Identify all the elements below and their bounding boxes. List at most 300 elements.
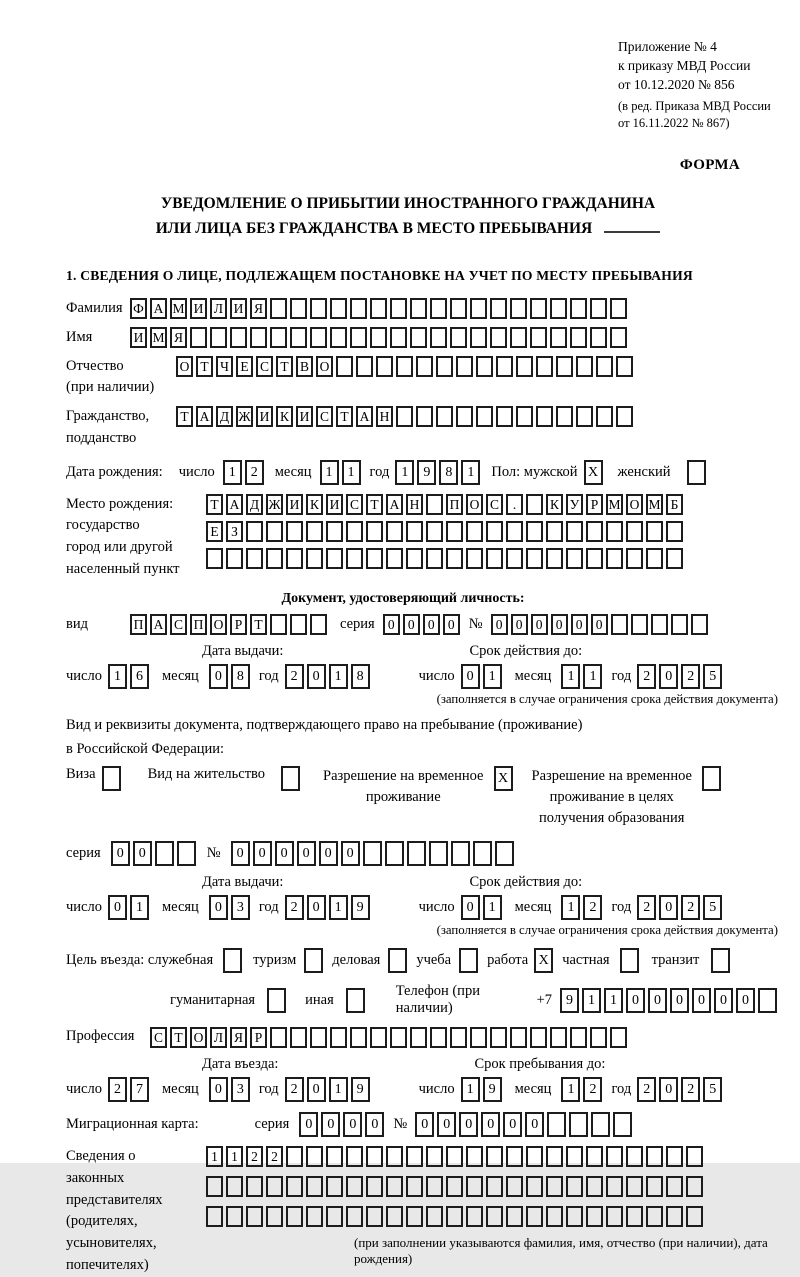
surname-input[interactable]	[130, 298, 630, 319]
purpose-business-checkbox[interactable]	[388, 948, 410, 973]
char-cell[interactable]	[526, 521, 543, 542]
char-cell[interactable]	[270, 327, 287, 348]
char-cell[interactable]: 5	[703, 1077, 722, 1102]
char-cell[interactable]: .	[506, 494, 523, 515]
char-cell[interactable]	[326, 1146, 343, 1167]
char-cell[interactable]: Ж	[236, 406, 253, 427]
char-cell[interactable]	[758, 988, 777, 1013]
char-cell[interactable]	[590, 327, 607, 348]
char-cell[interactable]	[326, 548, 343, 569]
char-cell[interactable]	[671, 614, 688, 635]
char-cell[interactable]: 1	[461, 460, 480, 485]
char-cell[interactable]: 0	[415, 1112, 434, 1137]
id-issue-month-input[interactable]	[209, 664, 253, 689]
char-cell[interactable]	[610, 1027, 627, 1048]
char-cell[interactable]: 1	[395, 460, 414, 485]
char-cell[interactable]	[610, 327, 627, 348]
char-cell[interactable]	[390, 298, 407, 319]
char-cell[interactable]	[606, 1176, 623, 1197]
phone-input[interactable]	[560, 988, 780, 1013]
char-cell[interactable]	[566, 521, 583, 542]
char-cell[interactable]	[430, 298, 447, 319]
legal-reps-input-row3[interactable]	[206, 1206, 706, 1227]
char-cell[interactable]	[686, 1146, 703, 1167]
char-cell[interactable]	[350, 327, 367, 348]
res-series-input[interactable]	[111, 841, 199, 866]
char-cell[interactable]	[526, 1146, 543, 1167]
char-cell[interactable]	[536, 406, 553, 427]
char-cell[interactable]	[416, 406, 433, 427]
char-cell[interactable]: К	[306, 494, 323, 515]
char-cell[interactable]	[486, 521, 503, 542]
char-cell[interactable]	[386, 1176, 403, 1197]
char-cell[interactable]	[550, 298, 567, 319]
char-cell[interactable]: О	[626, 494, 643, 515]
char-cell[interactable]	[281, 766, 300, 791]
char-cell[interactable]	[246, 1176, 263, 1197]
char-cell[interactable]	[246, 1206, 263, 1227]
char-cell[interactable]	[407, 841, 426, 866]
char-cell[interactable]	[510, 1027, 527, 1048]
char-cell[interactable]	[306, 1176, 323, 1197]
char-cell[interactable]	[476, 406, 493, 427]
char-cell[interactable]	[687, 460, 706, 485]
char-cell[interactable]: 1	[329, 895, 348, 920]
char-cell[interactable]	[536, 356, 553, 377]
char-cell[interactable]: 2	[246, 1146, 263, 1167]
mc-number-input[interactable]	[415, 1112, 635, 1137]
char-cell[interactable]	[406, 1176, 423, 1197]
char-cell[interactable]	[616, 406, 633, 427]
char-cell[interactable]: 1	[583, 664, 602, 689]
char-cell[interactable]	[270, 614, 287, 635]
char-cell[interactable]: 1	[561, 1077, 580, 1102]
char-cell[interactable]	[666, 1206, 683, 1227]
char-cell[interactable]: 0	[343, 1112, 362, 1137]
char-cell[interactable]: 0	[491, 614, 508, 635]
char-cell[interactable]	[616, 356, 633, 377]
birth-place-input-row3[interactable]	[206, 548, 686, 569]
char-cell[interactable]: 1	[226, 1146, 243, 1167]
char-cell[interactable]	[426, 521, 443, 542]
char-cell[interactable]: 0	[111, 841, 130, 866]
char-cell[interactable]	[526, 1206, 543, 1227]
char-cell[interactable]: 8	[439, 460, 458, 485]
char-cell[interactable]	[486, 548, 503, 569]
char-cell[interactable]: 1	[582, 988, 601, 1013]
birth-place-input-row1[interactable]	[206, 494, 686, 515]
char-cell[interactable]	[486, 1146, 503, 1167]
char-cell[interactable]	[429, 841, 448, 866]
char-cell[interactable]	[388, 948, 407, 973]
char-cell[interactable]	[326, 1206, 343, 1227]
char-cell[interactable]: Т	[176, 406, 193, 427]
char-cell[interactable]: М	[646, 494, 663, 515]
char-cell[interactable]: С	[256, 356, 273, 377]
char-cell[interactable]: С	[346, 494, 363, 515]
char-cell[interactable]	[346, 521, 363, 542]
res-number-input[interactable]	[231, 841, 517, 866]
temp-residence-checkbox[interactable]	[494, 766, 516, 791]
char-cell[interactable]: 1	[130, 895, 149, 920]
char-cell[interactable]	[666, 1146, 683, 1167]
char-cell[interactable]	[470, 1027, 487, 1048]
char-cell[interactable]: 2	[583, 895, 602, 920]
char-cell[interactable]: И	[256, 406, 273, 427]
char-cell[interactable]: 0	[209, 895, 228, 920]
char-cell[interactable]: Р	[586, 494, 603, 515]
char-cell[interactable]: 0	[659, 895, 678, 920]
char-cell[interactable]: 8	[351, 664, 370, 689]
char-cell[interactable]: 1	[342, 460, 361, 485]
sex-female-checkbox[interactable]	[687, 460, 709, 485]
char-cell[interactable]	[570, 1027, 587, 1048]
char-cell[interactable]	[306, 1206, 323, 1227]
doc-kind-input[interactable]	[130, 614, 330, 635]
char-cell[interactable]	[266, 1176, 283, 1197]
char-cell[interactable]	[450, 1027, 467, 1048]
char-cell[interactable]	[611, 614, 628, 635]
char-cell[interactable]	[426, 548, 443, 569]
char-cell[interactable]	[155, 841, 174, 866]
char-cell[interactable]: В	[296, 356, 313, 377]
char-cell[interactable]: У	[566, 494, 583, 515]
char-cell[interactable]	[396, 406, 413, 427]
char-cell[interactable]	[396, 356, 413, 377]
char-cell[interactable]	[446, 521, 463, 542]
char-cell[interactable]	[566, 1206, 583, 1227]
char-cell[interactable]: М	[150, 327, 167, 348]
char-cell[interactable]	[586, 548, 603, 569]
char-cell[interactable]	[631, 614, 648, 635]
char-cell[interactable]: 7	[130, 1077, 149, 1102]
char-cell[interactable]	[626, 1146, 643, 1167]
char-cell[interactable]	[386, 1206, 403, 1227]
char-cell[interactable]	[336, 356, 353, 377]
char-cell[interactable]: 5	[703, 895, 722, 920]
char-cell[interactable]: 2	[266, 1146, 283, 1167]
char-cell[interactable]: О	[210, 614, 227, 635]
char-cell[interactable]: 9	[351, 1077, 370, 1102]
char-cell[interactable]	[646, 548, 663, 569]
char-cell[interactable]	[330, 327, 347, 348]
stay-day-input[interactable]	[461, 1077, 505, 1102]
purpose-official-checkbox[interactable]	[223, 948, 245, 973]
patronymic-input[interactable]	[176, 356, 636, 377]
char-cell[interactable]	[646, 1146, 663, 1167]
char-cell[interactable]	[470, 327, 487, 348]
char-cell[interactable]	[306, 1146, 323, 1167]
char-cell[interactable]	[686, 1206, 703, 1227]
char-cell[interactable]: О	[466, 494, 483, 515]
char-cell[interactable]: К	[276, 406, 293, 427]
char-cell[interactable]	[370, 1027, 387, 1048]
res-valid-year-input[interactable]	[637, 895, 725, 920]
char-cell[interactable]	[591, 1112, 610, 1137]
id-valid-month-input[interactable]	[561, 664, 605, 689]
char-cell[interactable]: 2	[681, 664, 700, 689]
char-cell[interactable]	[330, 1027, 347, 1048]
char-cell[interactable]: 0	[321, 1112, 340, 1137]
char-cell[interactable]	[526, 548, 543, 569]
char-cell[interactable]: Д	[246, 494, 263, 515]
char-cell[interactable]	[596, 406, 613, 427]
char-cell[interactable]: П	[130, 614, 147, 635]
purpose-humanitarian-checkbox[interactable]	[267, 988, 289, 1013]
char-cell[interactable]	[310, 1027, 327, 1048]
char-cell[interactable]: X	[534, 948, 553, 973]
char-cell[interactable]	[102, 766, 121, 791]
char-cell[interactable]	[666, 1176, 683, 1197]
char-cell[interactable]	[570, 327, 587, 348]
char-cell[interactable]	[290, 298, 307, 319]
id-issue-year-input[interactable]	[285, 664, 373, 689]
char-cell[interactable]: 1	[483, 664, 502, 689]
char-cell[interactable]: 3	[231, 1077, 250, 1102]
char-cell[interactable]	[436, 356, 453, 377]
purpose-study-checkbox[interactable]	[459, 948, 481, 973]
char-cell[interactable]	[390, 1027, 407, 1048]
char-cell[interactable]: 0	[231, 841, 250, 866]
char-cell[interactable]	[470, 298, 487, 319]
char-cell[interactable]	[530, 298, 547, 319]
char-cell[interactable]	[702, 766, 721, 791]
char-cell[interactable]	[473, 841, 492, 866]
char-cell[interactable]: 0	[209, 1077, 228, 1102]
char-cell[interactable]	[406, 1206, 423, 1227]
char-cell[interactable]	[606, 521, 623, 542]
char-cell[interactable]	[270, 298, 287, 319]
char-cell[interactable]: 0	[341, 841, 360, 866]
char-cell[interactable]	[446, 548, 463, 569]
char-cell[interactable]	[496, 406, 513, 427]
char-cell[interactable]	[386, 521, 403, 542]
char-cell[interactable]: 9	[560, 988, 579, 1013]
char-cell[interactable]	[230, 327, 247, 348]
char-cell[interactable]: О	[176, 356, 193, 377]
char-cell[interactable]: 8	[231, 664, 250, 689]
char-cell[interactable]: 0	[659, 1077, 678, 1102]
char-cell[interactable]: 0	[481, 1112, 500, 1137]
char-cell[interactable]: 0	[591, 614, 608, 635]
char-cell[interactable]: 0	[307, 664, 326, 689]
mc-series-input[interactable]	[299, 1112, 387, 1137]
char-cell[interactable]	[376, 356, 393, 377]
char-cell[interactable]: Н	[376, 406, 393, 427]
char-cell[interactable]: К	[546, 494, 563, 515]
birth-day-input[interactable]	[223, 460, 267, 485]
char-cell[interactable]	[266, 548, 283, 569]
char-cell[interactable]	[206, 548, 223, 569]
char-cell[interactable]	[356, 356, 373, 377]
char-cell[interactable]: 0	[503, 1112, 522, 1137]
id-series-input[interactable]	[383, 614, 463, 635]
char-cell[interactable]: 9	[483, 1077, 502, 1102]
char-cell[interactable]	[456, 406, 473, 427]
char-cell[interactable]	[586, 1176, 603, 1197]
char-cell[interactable]	[370, 327, 387, 348]
char-cell[interactable]: А	[386, 494, 403, 515]
char-cell[interactable]: 0	[307, 895, 326, 920]
char-cell[interactable]: 0	[461, 895, 480, 920]
char-cell[interactable]	[569, 1112, 588, 1137]
char-cell[interactable]: О	[190, 1027, 207, 1048]
char-cell[interactable]	[450, 327, 467, 348]
purpose-tourism-checkbox[interactable]	[304, 948, 326, 973]
temp-residence-edu-checkbox[interactable]	[702, 766, 724, 791]
char-cell[interactable]	[346, 1206, 363, 1227]
char-cell[interactable]	[206, 1176, 223, 1197]
char-cell[interactable]: А	[196, 406, 213, 427]
birth-year-input[interactable]	[395, 460, 483, 485]
char-cell[interactable]: 0	[525, 1112, 544, 1137]
char-cell[interactable]	[370, 298, 387, 319]
char-cell[interactable]: 0	[383, 614, 400, 635]
char-cell[interactable]	[450, 298, 467, 319]
char-cell[interactable]: Т	[276, 356, 293, 377]
char-cell[interactable]: Р	[250, 1027, 267, 1048]
char-cell[interactable]	[646, 1206, 663, 1227]
char-cell[interactable]: Л	[210, 1027, 227, 1048]
char-cell[interactable]	[466, 1146, 483, 1167]
char-cell[interactable]: 0	[443, 614, 460, 635]
char-cell[interactable]	[550, 327, 567, 348]
char-cell[interactable]	[426, 1176, 443, 1197]
char-cell[interactable]	[210, 327, 227, 348]
char-cell[interactable]: Т	[250, 614, 267, 635]
char-cell[interactable]: Е	[236, 356, 253, 377]
char-cell[interactable]	[610, 298, 627, 319]
char-cell[interactable]	[286, 1146, 303, 1167]
char-cell[interactable]: 1	[329, 1077, 348, 1102]
char-cell[interactable]	[506, 1206, 523, 1227]
char-cell[interactable]	[223, 948, 242, 973]
visa-checkbox[interactable]	[102, 766, 124, 791]
char-cell[interactable]	[226, 548, 243, 569]
char-cell[interactable]	[386, 548, 403, 569]
char-cell[interactable]	[446, 1176, 463, 1197]
char-cell[interactable]	[290, 614, 307, 635]
char-cell[interactable]	[286, 1176, 303, 1197]
char-cell[interactable]	[466, 1176, 483, 1197]
char-cell[interactable]	[576, 356, 593, 377]
char-cell[interactable]	[606, 1206, 623, 1227]
char-cell[interactable]: 2	[108, 1077, 127, 1102]
char-cell[interactable]: М	[606, 494, 623, 515]
char-cell[interactable]	[426, 1146, 443, 1167]
char-cell[interactable]: Ч	[216, 356, 233, 377]
char-cell[interactable]: 2	[637, 664, 656, 689]
char-cell[interactable]	[566, 1176, 583, 1197]
char-cell[interactable]	[506, 548, 523, 569]
res-issue-year-input[interactable]	[285, 895, 373, 920]
entry-year-input[interactable]	[285, 1077, 373, 1102]
char-cell[interactable]: 2	[245, 460, 264, 485]
char-cell[interactable]	[486, 1176, 503, 1197]
char-cell[interactable]: 2	[637, 895, 656, 920]
char-cell[interactable]	[290, 1027, 307, 1048]
char-cell[interactable]	[304, 948, 323, 973]
char-cell[interactable]	[666, 521, 683, 542]
profession-input[interactable]	[150, 1027, 630, 1048]
char-cell[interactable]: П	[446, 494, 463, 515]
char-cell[interactable]	[385, 841, 404, 866]
char-cell[interactable]: 0	[648, 988, 667, 1013]
char-cell[interactable]	[620, 948, 639, 973]
char-cell[interactable]	[330, 298, 347, 319]
char-cell[interactable]	[506, 521, 523, 542]
char-cell[interactable]	[486, 1206, 503, 1227]
char-cell[interactable]: И	[190, 298, 207, 319]
char-cell[interactable]	[416, 356, 433, 377]
char-cell[interactable]	[686, 1176, 703, 1197]
char-cell[interactable]	[430, 327, 447, 348]
char-cell[interactable]	[346, 1176, 363, 1197]
char-cell[interactable]	[496, 356, 513, 377]
char-cell[interactable]: 0	[437, 1112, 456, 1137]
res-issue-day-input[interactable]	[108, 895, 152, 920]
char-cell[interactable]: 0	[275, 841, 294, 866]
char-cell[interactable]	[606, 548, 623, 569]
char-cell[interactable]	[366, 548, 383, 569]
char-cell[interactable]	[410, 1027, 427, 1048]
char-cell[interactable]: Я	[250, 298, 267, 319]
char-cell[interactable]	[426, 494, 443, 515]
char-cell[interactable]	[606, 1146, 623, 1167]
char-cell[interactable]: 2	[681, 895, 700, 920]
entry-month-input[interactable]	[209, 1077, 253, 1102]
char-cell[interactable]	[586, 1146, 603, 1167]
char-cell[interactable]: З	[226, 521, 243, 542]
char-cell[interactable]: 0	[571, 614, 588, 635]
char-cell[interactable]: 0	[551, 614, 568, 635]
char-cell[interactable]: Е	[206, 521, 223, 542]
char-cell[interactable]: X	[494, 766, 513, 791]
char-cell[interactable]: 9	[351, 895, 370, 920]
char-cell[interactable]	[566, 548, 583, 569]
char-cell[interactable]	[530, 1027, 547, 1048]
char-cell[interactable]	[406, 521, 423, 542]
char-cell[interactable]: 2	[637, 1077, 656, 1102]
char-cell[interactable]	[226, 1206, 243, 1227]
char-cell[interactable]: 1	[108, 664, 127, 689]
char-cell[interactable]: Д	[216, 406, 233, 427]
char-cell[interactable]	[466, 1206, 483, 1227]
char-cell[interactable]: 0	[133, 841, 152, 866]
char-cell[interactable]: 0	[659, 664, 678, 689]
char-cell[interactable]	[286, 521, 303, 542]
char-cell[interactable]	[586, 1206, 603, 1227]
char-cell[interactable]	[626, 548, 643, 569]
char-cell[interactable]	[326, 521, 343, 542]
char-cell[interactable]	[426, 1206, 443, 1227]
char-cell[interactable]	[476, 356, 493, 377]
char-cell[interactable]	[366, 1146, 383, 1167]
char-cell[interactable]	[596, 356, 613, 377]
char-cell[interactable]	[446, 1146, 463, 1167]
sex-male-checkbox[interactable]	[584, 460, 606, 485]
char-cell[interactable]	[547, 1112, 566, 1137]
id-valid-day-input[interactable]	[461, 664, 505, 689]
res-issue-month-input[interactable]	[209, 895, 253, 920]
char-cell[interactable]	[516, 406, 533, 427]
char-cell[interactable]	[506, 1146, 523, 1167]
res-valid-day-input[interactable]	[461, 895, 505, 920]
char-cell[interactable]	[346, 1146, 363, 1167]
char-cell[interactable]: Ж	[266, 494, 283, 515]
char-cell[interactable]	[490, 298, 507, 319]
stay-month-input[interactable]	[561, 1077, 605, 1102]
